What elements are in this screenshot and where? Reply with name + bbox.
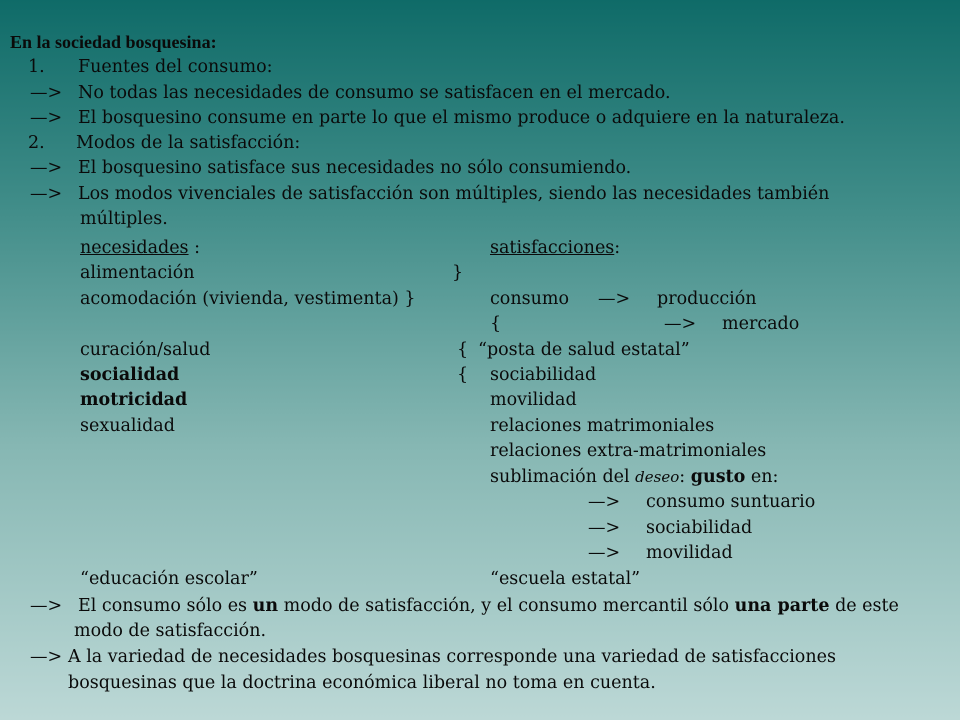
bullet-1: —> No todas las necesidades de consumo se satisfacen en el mercado. bbox=[30, 83, 671, 103]
sat-mercado: mercado bbox=[722, 314, 800, 334]
need-sexualidad: sexualidad bbox=[80, 416, 175, 436]
header-necesidades: necesidades : bbox=[80, 238, 201, 258]
need-alimentacion: alimentación bbox=[80, 263, 195, 283]
arrow-icon: —> bbox=[30, 184, 63, 204]
sat-escuela: “escuela estatal” bbox=[490, 569, 641, 589]
brace-open: { bbox=[490, 314, 502, 334]
heading: En la sociedad bosquesina: bbox=[10, 32, 217, 52]
sat-posta: “posta de salud estatal” bbox=[478, 340, 690, 360]
arrow-icon: —> bbox=[30, 83, 63, 103]
brace-open: { bbox=[457, 340, 469, 360]
bullet-5-cont: modo de satisfacción. bbox=[74, 621, 267, 641]
sat-consumo: consumo bbox=[490, 289, 569, 309]
sat-sociabilidad: sociabilidad bbox=[490, 365, 597, 385]
header-satisfacciones: satisfacciones: bbox=[490, 238, 621, 258]
sat-rel-matrimoniales: relaciones matrimoniales bbox=[490, 416, 715, 436]
bullet-4-cont: múltiples. bbox=[80, 209, 168, 229]
point-1: 1. Fuentes del consumo: bbox=[28, 57, 273, 77]
gusto-consumo: consumo suntuario bbox=[646, 492, 816, 512]
need-curacion: curación/salud bbox=[80, 340, 211, 360]
brace-open: { bbox=[457, 365, 469, 385]
sat-produccion: producción bbox=[657, 289, 757, 309]
gusto-sociabilidad: sociabilidad bbox=[646, 518, 753, 538]
bullet-4: —> Los modos vivenciales de satisfacción son múltiples, siendo las necesidades también bbox=[30, 184, 830, 204]
bullet-3: —> El bosquesino satisface sus necesidades no sólo consumiendo. bbox=[30, 158, 632, 178]
arrow-icon: —> bbox=[30, 158, 63, 178]
sat-movilidad: movilidad bbox=[490, 390, 577, 410]
arrow-icon: —> bbox=[30, 596, 63, 616]
arrow-icon: —> bbox=[664, 314, 697, 334]
arrow-icon: —> bbox=[598, 289, 631, 309]
bullet-5: —> El consumo sólo es un modo de satisfacción, y el consumo mercantil sólo una parte de este bbox=[30, 596, 899, 616]
bullet-2: —> El bosquesino consume en parte lo que el mismo produce o adquiere en la naturaleza. bbox=[30, 108, 845, 128]
point-2: 2. Modos de la satisfacción: bbox=[28, 133, 301, 153]
bullet-6-cont: bosquesinas que la doctrina económica liberal no toma en cuenta. bbox=[68, 673, 656, 693]
brace-close: } bbox=[452, 263, 464, 283]
arrow-icon: —> bbox=[588, 543, 621, 563]
gusto-movilidad: movilidad bbox=[646, 543, 733, 563]
need-acomodacion: acomodación (vivienda, vestimenta) } bbox=[80, 289, 416, 309]
bullet-6: —> A la variedad de necesidades bosquesinas corresponde una variedad de satisfacciones bbox=[30, 647, 836, 667]
sat-sublimacion: sublimación del deseo: gusto en: bbox=[490, 467, 779, 487]
need-educacion: “educación escolar” bbox=[80, 569, 258, 589]
sat-rel-extra: relaciones extra-matrimoniales bbox=[490, 441, 767, 461]
arrow-icon: —> bbox=[588, 518, 621, 538]
arrow-icon: —> bbox=[30, 108, 63, 128]
arrow-icon: —> bbox=[588, 492, 621, 512]
need-motricidad: motricidad bbox=[80, 390, 188, 410]
need-socialidad: socialidad bbox=[80, 365, 180, 385]
arrow-icon: —> bbox=[30, 647, 63, 667]
